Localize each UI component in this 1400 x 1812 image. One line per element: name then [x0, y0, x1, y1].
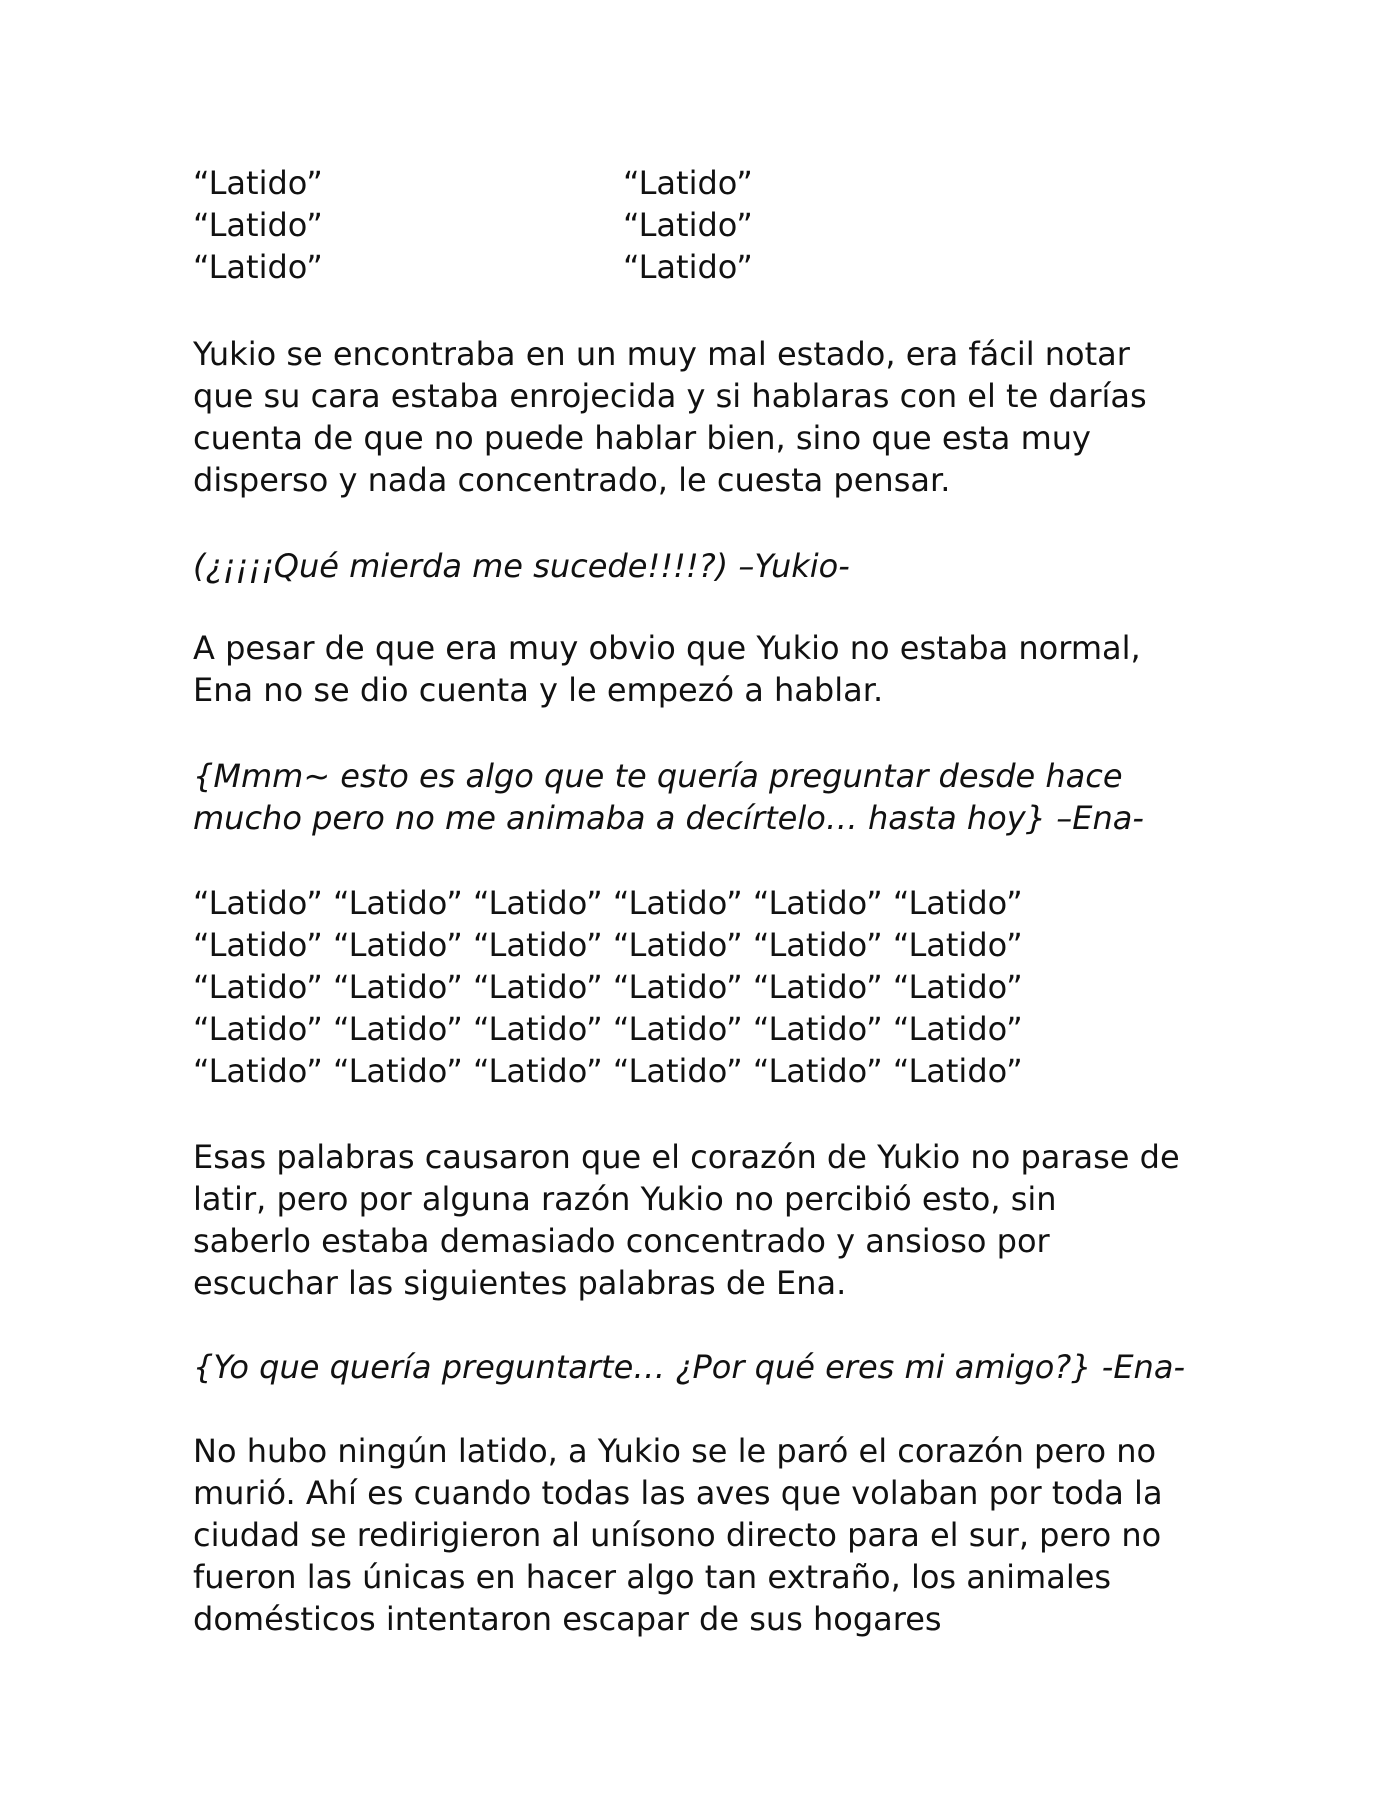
heartbeat-text: “Latido” [623, 206, 753, 244]
paragraph-line: cuenta de que no puede hablar bien, sino que esta muy [193, 419, 1091, 457]
dialogue-line: {Mmm~ esto es algo que te quería preguntar desde hace [193, 757, 1123, 795]
heartbeat-text: “Latido” [623, 248, 753, 286]
heartbeat-row: “Latido” “Latido” “Latido” “Latido” “Latido” “Latido” [193, 1052, 1023, 1090]
paragraph-line: domésticos intentaron escapar de sus hogares [193, 1600, 942, 1638]
paragraph-line: A pesar de que era muy obvio que Yukio no estaba normal, [193, 629, 1141, 667]
heartbeats-right-column [623, 162, 753, 288]
thought-line: (¿¡¡¡¡Qué mierda me sucede!!!!?) –Yukio- [193, 547, 850, 585]
paragraph-line: Ena no se dio cuenta y le empezó a hablar. [193, 671, 884, 709]
yukio-thought [193, 545, 1213, 587]
paragraph-line: murió. Ahí es cuando todas las aves que volaban por toda la [193, 1474, 1163, 1512]
heartbeat-text: “Latido” [193, 164, 323, 202]
ena-dialogue-question [193, 755, 1213, 839]
paragraph-line: fueron las únicas en hacer algo tan extraño, los animales [193, 1558, 1112, 1596]
heartbeats-grid [193, 882, 1213, 1092]
heartbeat-text: “Latido” [623, 164, 753, 202]
paragraph-line: saberlo estaba demasiado concentrado y ansioso por [193, 1222, 1050, 1260]
paragraph-line: disperso y nada concentrado, le cuesta pensar. [193, 461, 951, 499]
heartbeat-row: “Latido” “Latido” “Latido” “Latido” “Latido” “Latido” [193, 884, 1023, 922]
paragraph-line: Esas palabras causaron que el corazón de Yukio no parase de [193, 1138, 1180, 1176]
heartbeats-left-column [193, 162, 323, 288]
paragraph-yukio-state [193, 333, 1213, 501]
heartbeat-text: “Latido” [193, 206, 323, 244]
ena-dialogue-friend [193, 1346, 1213, 1388]
paragraph-ena-speaks [193, 627, 1213, 711]
paragraph-line: ciudad se redirigieron al unísono directo para el sur, pero no [193, 1516, 1162, 1554]
heartbeat-row: “Latido” “Latido” “Latido” “Latido” “Latido” “Latido” [193, 926, 1023, 964]
paragraph-line: No hubo ningún latido, a Yukio se le paró el corazón pero no [193, 1432, 1157, 1470]
paragraph-line: escuchar las siguientes palabras de Ena. [193, 1264, 847, 1302]
paragraph-line: Yukio se encontraba en un muy mal estado, era fácil notar [193, 335, 1130, 373]
heartbeat-row: “Latido” “Latido” “Latido” “Latido” “Latido” “Latido” [193, 1010, 1023, 1048]
dialogue-line: {Yo que quería preguntarte… ¿Por qué eres mi amigo?} -Ena- [193, 1348, 1185, 1386]
heartbeat-row: “Latido” “Latido” “Latido” “Latido” “Latido” “Latido” [193, 968, 1023, 1006]
heartbeat-text: “Latido” [193, 248, 323, 286]
paragraph-line: que su cara estaba enrojecida y si hablaras con el te darías [193, 377, 1147, 415]
paragraph-no-heartbeat [193, 1430, 1213, 1640]
paragraph-line: latir, pero por alguna razón Yukio no percibió esto, sin [193, 1180, 1057, 1218]
dialogue-line: mucho pero no me animaba a decírtelo… hasta hoy} –Ena- [193, 799, 1144, 837]
paragraph-heart-reaction [193, 1136, 1213, 1304]
